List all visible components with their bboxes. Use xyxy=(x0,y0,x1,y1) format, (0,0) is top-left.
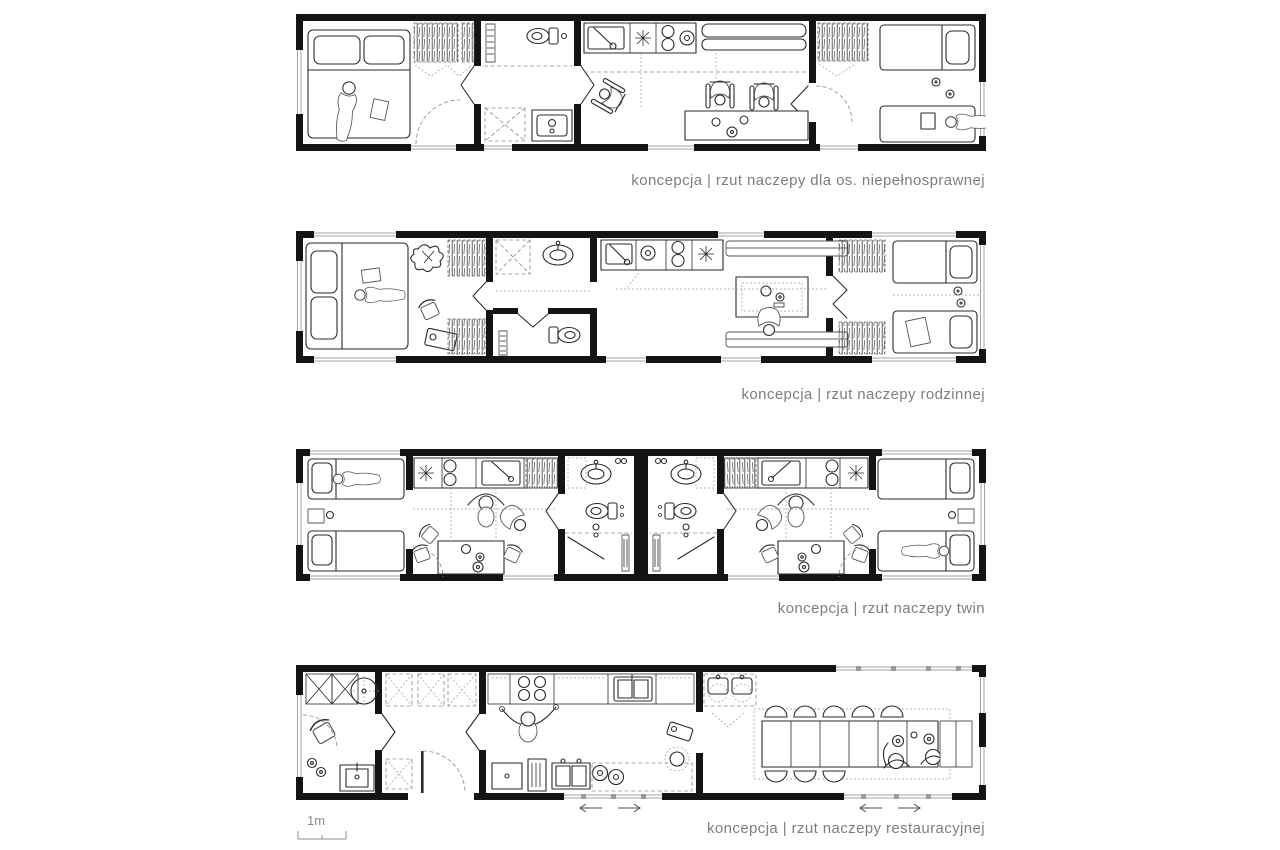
bathroom xyxy=(496,240,590,291)
chair xyxy=(417,297,440,320)
stove xyxy=(519,677,530,688)
pillow xyxy=(950,246,972,278)
floor-plan-twin xyxy=(296,449,986,581)
folding-door xyxy=(518,314,548,327)
till-desk xyxy=(666,722,693,742)
chair xyxy=(823,771,845,782)
toilet xyxy=(549,327,580,343)
kitchen-counter xyxy=(488,674,694,704)
washbasin xyxy=(708,678,728,694)
chair xyxy=(794,706,816,717)
pillow xyxy=(946,31,969,64)
kitchen-dining xyxy=(584,23,808,140)
storage-room xyxy=(303,674,379,791)
kitchen xyxy=(601,240,723,270)
twin-unit-left xyxy=(296,449,641,581)
pillow xyxy=(311,251,337,293)
wardrobe xyxy=(448,319,486,354)
prep-table xyxy=(492,763,522,789)
pillow xyxy=(950,316,972,348)
cook-figure xyxy=(521,712,535,726)
wardrobe xyxy=(839,322,885,354)
pillow xyxy=(311,297,337,339)
wardrobe xyxy=(448,240,486,276)
chair xyxy=(852,706,874,717)
plan-caption-family: koncepcja | rzut naczepy rodzinnej xyxy=(741,386,985,403)
scale-label: 1m xyxy=(307,813,326,828)
plan-caption-restaurant: koncepcja | rzut naczepy restauracyjnej xyxy=(707,820,985,837)
bedroom-right xyxy=(839,240,979,354)
wardrobe xyxy=(414,23,458,62)
crate xyxy=(306,674,332,704)
folding-door xyxy=(466,714,479,750)
washbasin xyxy=(543,241,573,265)
chair xyxy=(881,706,903,717)
folding-door xyxy=(473,282,486,310)
chair xyxy=(823,706,845,717)
window-bench xyxy=(726,332,848,347)
bedroom-right xyxy=(816,23,986,142)
folding-door xyxy=(833,276,847,318)
entry-room xyxy=(386,674,476,793)
book xyxy=(361,268,381,283)
plan-caption-accessible: koncepcja | rzut naczepy dla os. niepełnosprawnej xyxy=(631,172,985,189)
restaurant-kitchen xyxy=(488,674,694,791)
plant xyxy=(411,245,444,272)
entry-opening xyxy=(408,793,474,800)
twin-unit-right xyxy=(641,449,986,581)
chair xyxy=(794,771,816,782)
toilet xyxy=(527,28,558,44)
bedroom-left xyxy=(308,23,474,144)
bedroom-left xyxy=(306,240,486,354)
sliding-door-arrows xyxy=(580,804,920,812)
stove xyxy=(672,242,684,254)
double-sink xyxy=(614,677,652,701)
floor-plan-accessible xyxy=(296,14,986,151)
stove xyxy=(662,26,674,38)
chair xyxy=(765,706,787,717)
wc xyxy=(499,314,580,355)
floor-plan-family xyxy=(296,231,986,363)
bathroom xyxy=(484,24,572,141)
folding-door xyxy=(382,714,395,750)
double-sink xyxy=(552,763,590,789)
bench-seat xyxy=(702,24,806,37)
person-figure xyxy=(946,114,986,130)
pillow xyxy=(364,36,404,64)
person-figure xyxy=(758,308,780,336)
person-on-stool xyxy=(670,752,684,766)
dining-table xyxy=(685,111,808,140)
wheelchair-person xyxy=(591,78,628,116)
burner-symbol xyxy=(635,30,651,46)
wardrobe xyxy=(462,23,474,62)
burner xyxy=(609,770,624,785)
chair xyxy=(765,771,787,782)
wardrobe xyxy=(818,23,868,61)
scale-bar xyxy=(296,830,356,844)
washbasin xyxy=(732,678,752,694)
plan-caption-twin: koncepcja | rzut naczepy twin xyxy=(777,600,985,617)
door-leaf xyxy=(421,751,424,793)
wheelchair-person xyxy=(750,83,778,110)
door-swing xyxy=(816,86,852,122)
floor-plan-restaurant xyxy=(296,665,986,814)
burner-symbol xyxy=(698,246,714,262)
dining-area xyxy=(704,674,972,782)
wheelchair-person xyxy=(706,81,734,108)
burner xyxy=(593,766,608,781)
window-bench xyxy=(726,241,848,256)
pillow xyxy=(314,36,360,64)
wardrobe xyxy=(839,240,885,272)
door-swing xyxy=(416,100,460,144)
door-swing xyxy=(423,751,465,793)
tall-cabinet xyxy=(528,759,546,791)
long-table xyxy=(762,721,938,767)
